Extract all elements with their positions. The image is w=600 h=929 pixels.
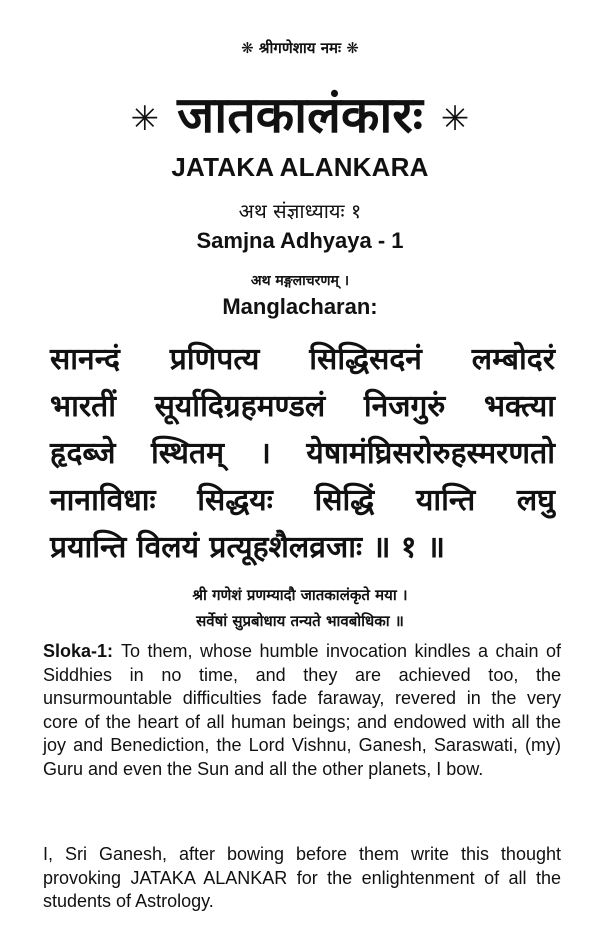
manglacharan-devanagari: अथ मङ्गलाचरणम् । [250, 273, 350, 289]
colophon-line: श्री गणेशं प्रणम्यादौ जातकालंकृते मया । [192, 586, 408, 604]
colophon-line: सर्वेषां सुप्रबोधाय तन्यते भावबोधिका ॥ [196, 612, 404, 630]
sloka-label: Sloka-1: [43, 641, 114, 661]
chapter-title-english: Samjna Adhyaya - 1 [196, 228, 404, 253]
verse-line: प्रयान्ति विलयं प्रत्यूहशैलव्रजाः ॥ १ ॥ [50, 530, 445, 565]
author-note: I, Sri Ganesh, after bowing before them write this thought provoking JATAKA ALANKAR for the enlightenment of all the students of Astrology. [43, 844, 561, 911]
sloka-translation [43, 640, 561, 781]
verse-line: नानाविधाः सिद्धयः सिद्धिं यान्ति लघु [50, 483, 555, 518]
sloka-translation-text: To them, whose humble invocation kindles a chain of Siddhies in no time, and they are achieved too, the unsurmountable difficulties fade faraway, revered in the very core of the heart of all human beings; and endowed with all the joy and Benediction, the Lord Vishnu, Ganesh, Saraswati, (my) Guru and even the Sun and all the other planets, I bow. [43, 641, 561, 779]
sanskrit-verse [50, 336, 555, 571]
title-english: JATAKA ALANKARA [171, 152, 429, 182]
asterisk-star-icon: ✳ [440, 98, 470, 139]
title-devanagari-block [0, 86, 600, 144]
manglacharan-heading: Manglacharan: [222, 294, 378, 319]
verse-line: हृदब्जे स्थितम् । येषामंघ्रिसरोरुहस्मरणतो [50, 436, 555, 471]
title-devanagari: जातकालंकारः [177, 86, 423, 144]
verse-line: भारतीं सूर्यादिग्रहमण्डलं निजगुरुं भक्त्या [50, 389, 555, 424]
invocation-header: ❋ श्रीगणेशाय नमः ❋ [241, 39, 359, 57]
commentary-colophon [0, 582, 600, 634]
asterisk-star-icon: ✳ [130, 98, 160, 139]
chapter-title-devanagari: अथ संज्ञाध्यायः १ [238, 199, 362, 223]
verse-line: सानन्दं प्रणिपत्य सिद्धिसदनं लम्बोदरं [50, 342, 555, 377]
